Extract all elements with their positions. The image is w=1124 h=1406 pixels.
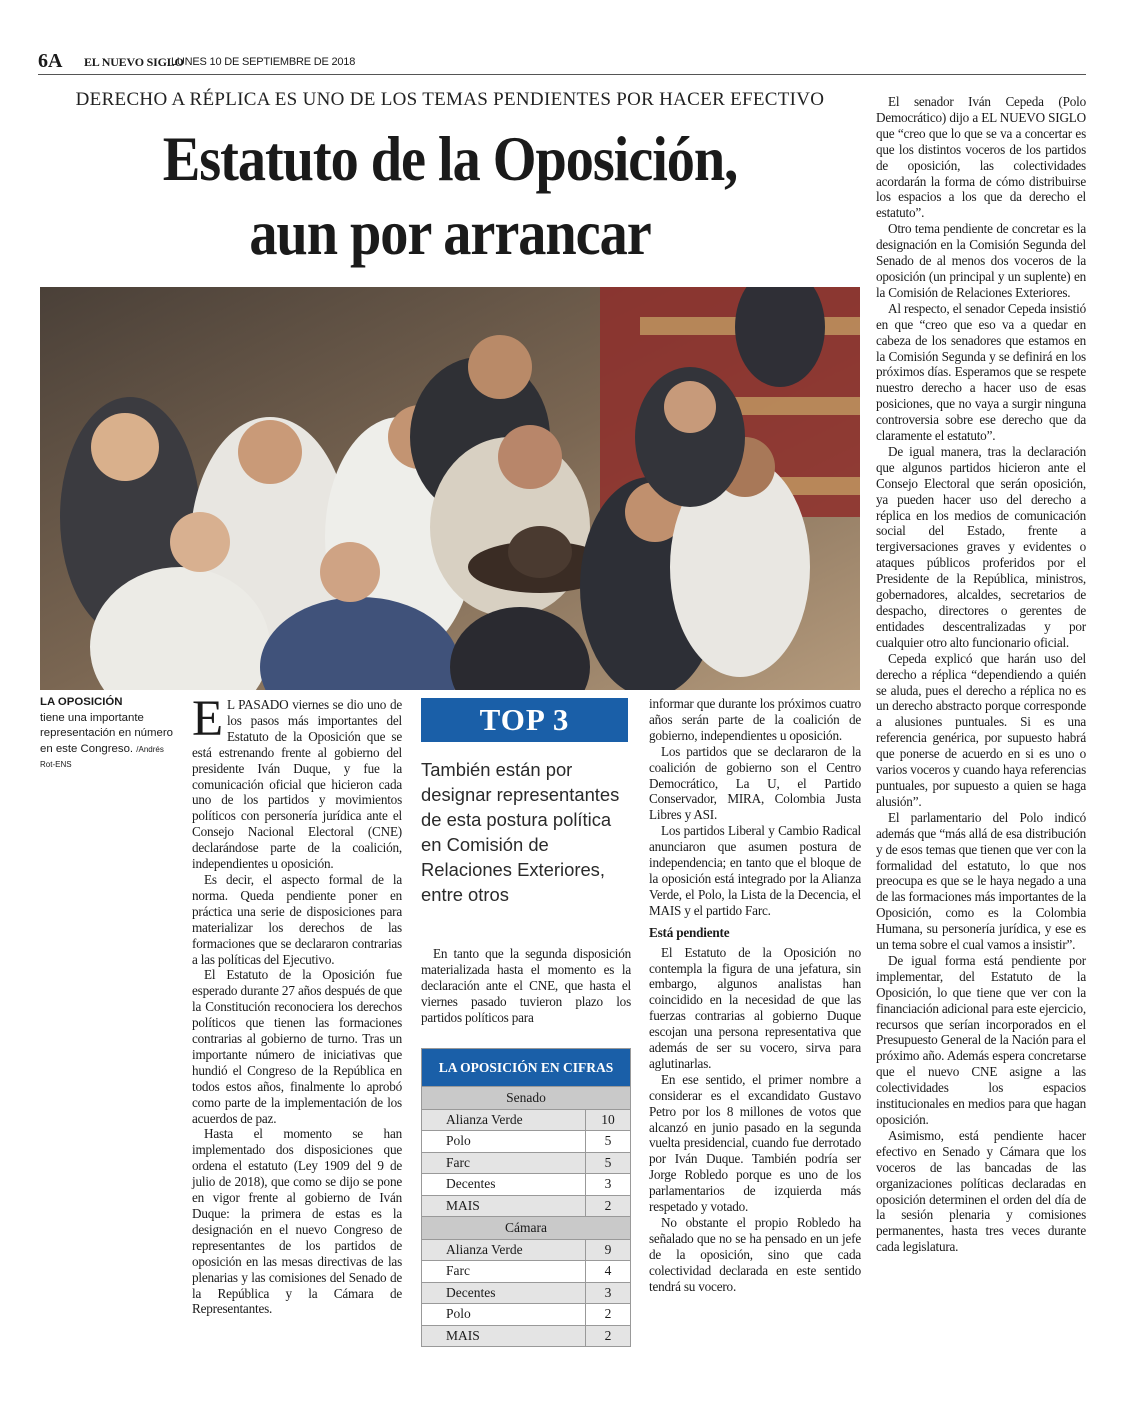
seats-cell: 5 (586, 1152, 631, 1174)
party-cell: Farc (422, 1152, 586, 1174)
paragraph: En ese sentido, el primer nombre a considerar es el excandidato Gustavo Petro por los 8 millones de votos que alcanzó en junio pasado en la segunda vuelta presidencial, cuando fue derrotado por Iván Duque. También podría ser Jorge Robledo porque es uno de los parlamentarios de izquierda más respetado y votado. (649, 1071, 861, 1215)
lead-paragraph (192, 691, 402, 872)
paragraph: El senador Iván Cepeda (Polo Democrático) dijo a EL NUEVO SIGLO que “creo que lo que se va a concertar es que los distintos voceros de los partidos de oposición, las colectividades acordarán la forma de cómo distribuirse los espacios a los que da derecho el estatuto”. (876, 94, 1086, 221)
article-column-2 (421, 946, 631, 1026)
table-row (422, 1325, 630, 1346)
table-row (422, 1282, 630, 1304)
seats-cell: 4 (586, 1261, 631, 1283)
table-row (422, 1152, 630, 1174)
article-kicker: DERECHO A RÉPLICA ES UNO DE LOS TEMAS PENDIENTES POR HACER EFECTIVO (75, 89, 825, 110)
paragraph: Hasta el momento se han implementado dos disposiciones que ordena el estatuto (Ley 1909 del 9 de julio de 2018), que como se dijo se pone en vigor frente al gobierno de Iván Duque: la primera de estas es la designación en el nuevo Congreso de representantes de los partidos de oposición en las mesas directivas de las plenarias y las comisiones del Senado de la República y la Cámara de Representantes. (192, 1126, 402, 1317)
article-photo (40, 287, 860, 690)
issue-date: LUNES 10 DE SEPTIEMBRE DE 2018 (171, 56, 356, 68)
lead-text: L PASADO viernes se dio uno de los pasos más importantes del Estatuto de la Oposición que se está estrenando frente al gobierno del presidente Iván Duque, y fue la comunicación oficial que hicieron cada uno de los partidos y movimientos políticos con personería jurídica ante el Consejo Nacional Electoral (CNE) declarándose parte de la coalición, independientes u oposición. (192, 697, 402, 872)
seats-cell: 2 (586, 1195, 631, 1216)
photo-caption (40, 695, 180, 773)
table-row (422, 1304, 630, 1326)
table-title: LA OPOSICIÓN EN CIFRAS (422, 1049, 630, 1086)
headline-line-2: aun por arrancar (249, 197, 651, 268)
paragraph: Asimismo, está pendiente hacer efectivo en Senado y Cámara que los voceros de las bancadas de las organizaciones políticas declaradas en oposición determinen el orden del día de la sesión plenaria y comisiones permanentes, hasta tres veces durante cada legislatura. (876, 1127, 1086, 1255)
paragraph: El Estatuto de la Oposición fue esperado durante 27 años después de que la Constitución reconociera los derechos políticos que tienen las formaciones contrarias al gobierno de turno. Tras un importante número de iniciativas que hundió el Congreso de la República en todos estos años, finalmente lo aprobó como parte de la implementación de los acuerdos de paz. (192, 967, 402, 1126)
caption-title: LA OPOSICIÓN (40, 696, 123, 708)
seats-cell: 3 (586, 1174, 631, 1196)
party-cell: MAIS (422, 1325, 586, 1346)
seats-cell: 9 (586, 1239, 631, 1261)
party-cell: Decentes (422, 1174, 586, 1196)
paragraph: Al respecto, el senador Cepeda insistió en que “creo que eso va a quedar en cabeza de los senadores que estamos en la Comisión Segunda y se definirá en los próximos días. Esperamos que se respete nuestro derecho a hacer uso de esas posiciones, que no vaya a surgir ninguna controversia sobre ese derecho que da claramente el estatuto”. (876, 300, 1086, 444)
table-row (422, 1261, 630, 1283)
senado-table (422, 1109, 630, 1217)
table-row (422, 1109, 630, 1131)
party-cell: MAIS (422, 1195, 586, 1216)
paragraph: De igual forma está pendiente por implementar, del Estatuto de la Oposición, lo que tiene que ver con la financiación adicional para este ejercicio, recursos que serían incorporados en el Presupuesto General de la Nación para el próximo año. Además espera concretarse que el nuevo CNE asigne a las colectividades los espacios institucionales en medios para que hagan oposición. (876, 952, 1086, 1127)
paragraph: informar que durante los próximos cuatro años serán parte de la coalición de gobierno, independientes u oposición. (649, 696, 861, 743)
paragraph: En tanto que la segunda disposición materializada hasta el momento es la declaración ante el CNE, que hasta el viernes pasado tuvieron plazo los partidos políticos para (421, 946, 631, 1025)
paragraph: El Estatuto de la Oposición no contempla la figura de una jefatura, sin embargo, algunos analistas han coincidido en la necesidad de que las fuerzas contrarias al gobierno Duque escojan una persona representativa que además de ser su vocero, sirva para aglutinarlas. (649, 944, 861, 1071)
seats-cell: 5 (586, 1131, 631, 1153)
seats-cell: 2 (586, 1325, 631, 1346)
paragraph: Otro tema pendiente de concretar es la designación en la Comisión Segunda del Senado de al menos dos voceros de la oposición (un principal y un suplente) en la Comisión de Relaciones Exteriores. (876, 221, 1086, 300)
table-row (422, 1131, 630, 1153)
article-column-4 (876, 94, 1086, 1255)
party-cell: Alianza Verde (422, 1109, 586, 1131)
table-row (422, 1174, 630, 1196)
seats-cell: 3 (586, 1282, 631, 1304)
paragraph: De igual manera, tras la declaración que algunos partidos hicieron ante el Consejo Electoral que serán oposición, ya pueden hacer uso del derecho a réplica en los medios de comunicación social del Estado, frente a tergiversaciones graves y evidentes o ataques públicos proferidos por el Presidente de la República, ministros, gobernadores, alcaldes, secretarios de despacho, directores o gerentes de entidades descentralizadas y por cualquier otro alto funcionario oficial. (876, 443, 1086, 650)
paragraph: Es decir, el aspecto formal de la norma. Queda pendiente poner en práctica una serie de disposiciones para materializar los derechos de las formaciones que se declararon contrarias a las políticas del Ejecutivo. (192, 871, 402, 967)
table-section-camara: Cámara (422, 1216, 630, 1239)
header-rule (38, 74, 1086, 75)
newspaper-name: EL NUEVO SIGLO (84, 55, 184, 69)
party-cell: Alianza Verde (422, 1239, 586, 1261)
paragraph: No obstante el propio Robledo ha señalado que no se ha pensado en un jefe de la oposición, sino que cada colectividad declarada en este sentido tendrá su vocero. (649, 1215, 861, 1294)
subheading: Está pendiente (649, 924, 730, 940)
paragraph: Los partidos Liberal y Cambio Radical anunciaron que asumen postura de independencia; en tanto que el bloque de la oposición está integrado por la Alianza Verde, el Polo, la Lista de la Decencia, el MAIS y el partido Farc. (649, 823, 861, 918)
camara-table (422, 1239, 630, 1347)
caption-text: tiene una importante representación en número en este Congreso. (40, 711, 173, 755)
top3-text: También están por designar representantes de esta postura política en Comisión de Relaciones Exteriores, entre otros (421, 759, 620, 905)
table-section-senado: Senado (422, 1086, 630, 1109)
article-column-1 (192, 691, 402, 1317)
opposition-figures-table (421, 1048, 631, 1347)
article-headline (89, 122, 811, 270)
table-row (422, 1195, 630, 1216)
paragraph: Los partidos que se declararon de la coalición de gobierno son el Centro Democrático, La U, el Partido Conservador, MIRA, Colombia Justa Libres y ASI. (649, 743, 861, 823)
seats-cell: 2 (586, 1304, 631, 1326)
page-number: 6A (38, 50, 63, 72)
article-column-3 (649, 696, 861, 1295)
paragraph: El parlamentario del Polo indicó además que “más allá de esa distribución y de esos temas que tienen que ver con la formalidad del estatuto, lo que nos preocupa es que se le haya negado a una de las formaciones más importantes de la Oposición, como es la Colombia Humana, su personería jurídica, y ese es un tema sobre el cual vamos a insistir”. (876, 809, 1086, 953)
party-cell: Decentes (422, 1282, 586, 1304)
party-cell: Polo (422, 1304, 586, 1326)
paragraph: Cepeda explicó que harán uso del derecho a réplica “dependiendo a quién se aluda, pues el derecho a réplica no es un derecho abstracto porque corresponde a alusiones puntuales. Si es una referencia genérica, por supuesto habrá que ponerse de acuerdo en si es uno o varios voceros y cuando haya referencias puntuales, por supuesto a quien se haga alusión”. (876, 650, 1086, 809)
table-row (422, 1239, 630, 1261)
drop-cap: E (192, 691, 223, 747)
headline-line-1: Estatuto de la Oposición, (162, 123, 738, 194)
party-cell: Farc (422, 1261, 586, 1283)
party-cell: Polo (422, 1131, 586, 1153)
photo-illustration (40, 287, 860, 690)
top3-banner: TOP 3 (421, 698, 628, 742)
photo-credit: /Andrés Rot-ENS (40, 744, 164, 769)
seats-cell: 10 (586, 1109, 631, 1131)
